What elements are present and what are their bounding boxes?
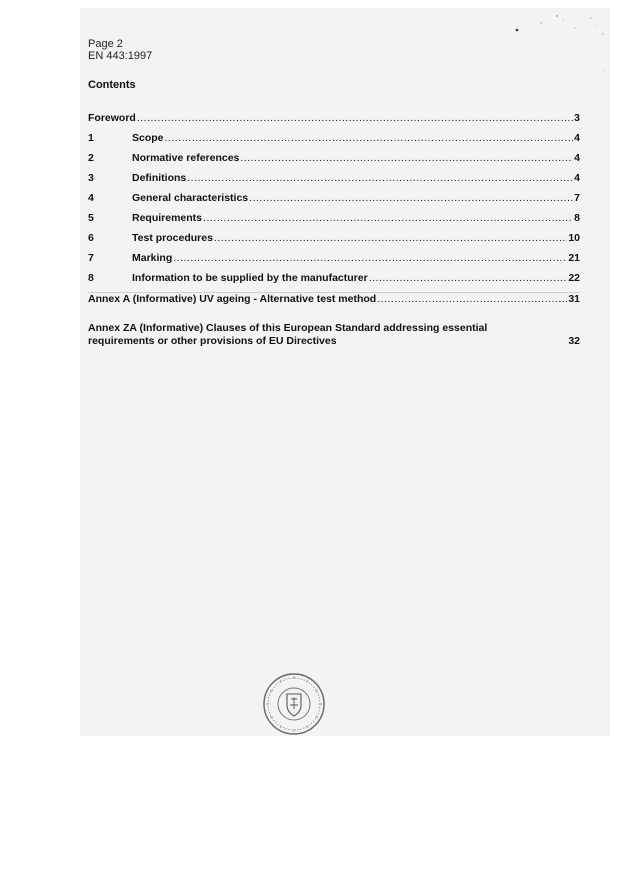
toc-number: 3 <box>88 172 94 184</box>
table-of-contents <box>88 112 580 313</box>
toc-leader <box>369 272 568 284</box>
toc-number: 4 <box>88 192 94 204</box>
toc-leader <box>249 192 573 204</box>
toc-page: 4 <box>574 172 580 184</box>
toc-page: 10 <box>568 232 580 244</box>
toc-title: Annex A (Informative) UV ageing - Alternative test method <box>88 293 377 305</box>
toc-title: Foreword <box>88 112 136 124</box>
page-number: Page 2 <box>88 38 123 50</box>
toc-page: 21 <box>568 252 580 264</box>
toc-title: Test procedures <box>132 232 213 244</box>
toc-number: 8 <box>88 272 94 284</box>
toc-leader <box>165 132 574 144</box>
annex-za-line-2: requirements or other provisions of EU Directives <box>88 335 337 347</box>
toc-page: 4 <box>574 132 580 144</box>
toc-page: 7 <box>574 192 580 204</box>
toc-row-annex-a[interactable] <box>88 293 580 313</box>
toc-title: Scope <box>132 132 164 144</box>
toc-row-5[interactable] <box>88 212 580 232</box>
toc-row-1[interactable] <box>88 132 580 152</box>
toc-page: 3 <box>574 112 580 124</box>
toc-leader <box>173 252 567 264</box>
contents-heading: Contents <box>88 79 136 91</box>
toc-leader <box>240 152 573 164</box>
toc-leader <box>203 212 573 224</box>
toc-page: 32 <box>568 335 580 347</box>
toc-row-4[interactable] <box>88 192 580 212</box>
toc-number: 5 <box>88 212 94 224</box>
toc-leader <box>377 293 567 305</box>
toc-title: General characteristics <box>132 192 249 204</box>
toc-row-3[interactable] <box>88 172 580 192</box>
toc-number: 1 <box>88 132 94 144</box>
toc-row-8[interactable] <box>88 272 580 293</box>
institution-seal-stamp <box>262 672 326 736</box>
toc-title: Marking <box>132 252 173 264</box>
toc-title: Definitions <box>132 172 187 184</box>
toc-title: Requirements <box>132 212 203 224</box>
toc-page: 8 <box>574 212 580 224</box>
toc-leader <box>214 232 567 244</box>
toc-leader <box>137 112 573 124</box>
toc-page: 31 <box>568 293 580 305</box>
toc-row-annex-za[interactable] <box>88 322 580 348</box>
annex-za-line-1: Annex ZA (Informative) Clauses of this European Standard addressing essential <box>88 322 488 334</box>
toc-title: Normative references <box>132 152 240 164</box>
toc-number: 6 <box>88 232 94 244</box>
toc-row-6[interactable] <box>88 232 580 252</box>
toc-number: 7 <box>88 252 94 264</box>
page-header <box>88 38 152 62</box>
scan-specks <box>505 8 615 78</box>
toc-leader <box>187 172 573 184</box>
toc-row-foreword[interactable] <box>88 112 580 132</box>
toc-number: 2 <box>88 152 94 164</box>
toc-page: 22 <box>568 272 580 284</box>
toc-row-2[interactable] <box>88 152 580 172</box>
toc-page: 4 <box>574 152 580 164</box>
standard-id: EN 443:1997 <box>88 50 153 62</box>
toc-title: Information to be supplied by the manufacturer <box>132 272 368 284</box>
toc-row-7[interactable] <box>88 252 580 272</box>
